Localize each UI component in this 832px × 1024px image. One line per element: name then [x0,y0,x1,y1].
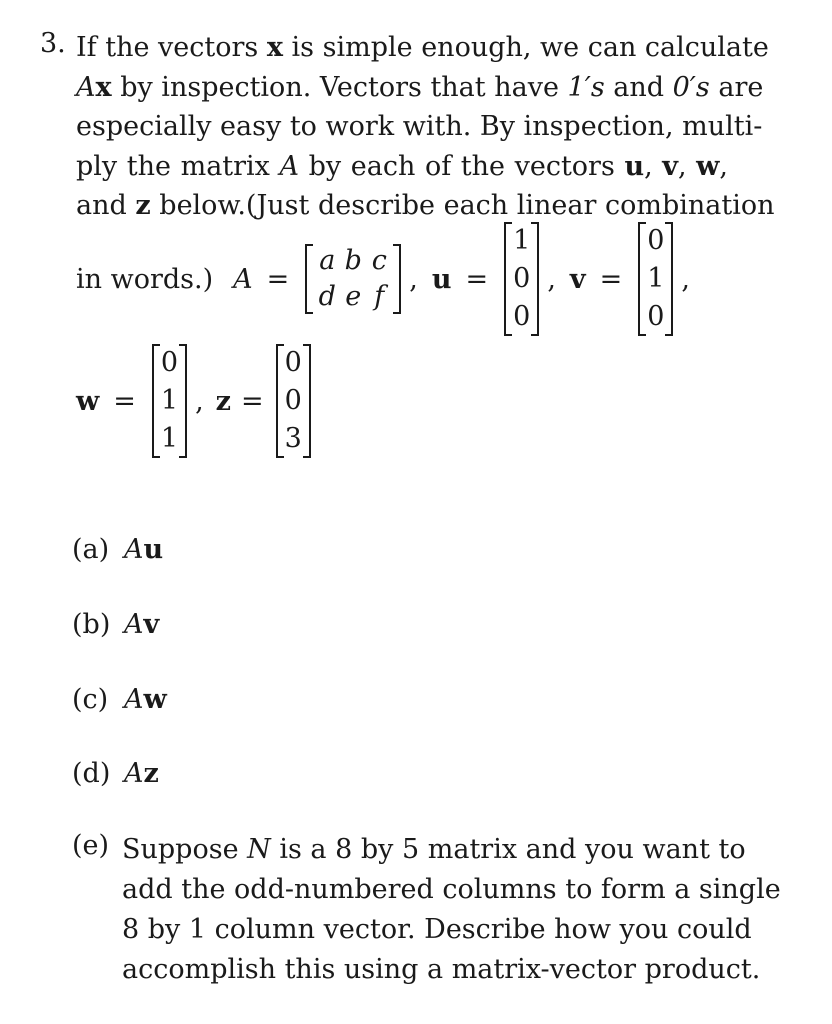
part-c: (c) Aw [72,684,167,715]
vector-z [276,344,311,458]
matrix-A-entry: b [344,245,362,276]
vector-w-entry: 1 [160,423,179,454]
vector-v [638,222,673,336]
v-label: v [569,263,586,295]
vector-u [504,222,539,336]
matrix-A [305,244,401,314]
part-a: (a) Au [72,534,164,565]
vector-w-entry: 0 [160,347,179,378]
matrix-A-entry: d [318,281,336,312]
statement-line-3: especially easy to work with. By inspection, multi- [76,111,763,142]
in-words-text: in words.) [76,263,214,295]
matrix-A-entry: e [345,281,362,312]
statement-line-2: Ax by inspection. Vectors that have 1′s and 0′s are [76,71,764,103]
vector-v-entry: 0 [647,225,665,256]
part-label: (d) [72,758,111,789]
vector-u-entry: 0 [513,263,531,294]
matrix-A-entry: c [371,245,387,276]
statement-line-4: ply the matrix A by each of the vectors u, v, w, [76,150,728,182]
vector-z-entry: 0 [284,385,302,416]
w-label: w [76,385,100,417]
part-label: (a) [72,534,110,565]
vector-u-entry: 1 [513,225,531,256]
part-d: (d) Az [72,758,159,789]
vector-x: x [266,32,283,63]
part-b: (b) Av [72,609,160,640]
statement-line-1: If the vectors x is simple enough, we can calculate [76,32,769,63]
definitions-row-1: in words.) A = a b c d e f , u = 1 0 0 , v = 0 1 0 , [76,222,698,336]
vector-w [152,344,187,458]
vector-z-entry: 0 [284,347,302,378]
matrix-A-entry: f [374,281,385,312]
definitions-row-2: w = 0 1 1 , z = 0 0 3 [76,344,313,458]
problem-statement [76,28,775,226]
statement-line-5: and z below.(Just describe each linear combination [76,190,775,221]
part-e-label: (e) [72,830,110,861]
part-label: (c) [72,684,109,715]
z-label: z [215,385,231,417]
equals-sign: = [266,263,290,295]
vector-w-entry: 1 [160,385,179,416]
u-label: u [431,263,452,295]
A-label: A [233,263,253,295]
vector-z-entry: 3 [284,423,302,454]
problem-number: 3. [40,28,66,59]
matrix-A-entry: a [319,245,336,276]
part-e-text: Suppose N is a 8 by 5 matrix and you want to add the odd-numbered columns to form a single 8 by 1 column vector. Describe how you could accomplish this using a matrix-vector product. [122,834,781,985]
vector-v-entry: 1 [647,263,665,294]
vector-v-entry: 0 [647,301,665,332]
vector-u-entry: 0 [513,301,531,332]
part-label: (b) [72,609,111,640]
